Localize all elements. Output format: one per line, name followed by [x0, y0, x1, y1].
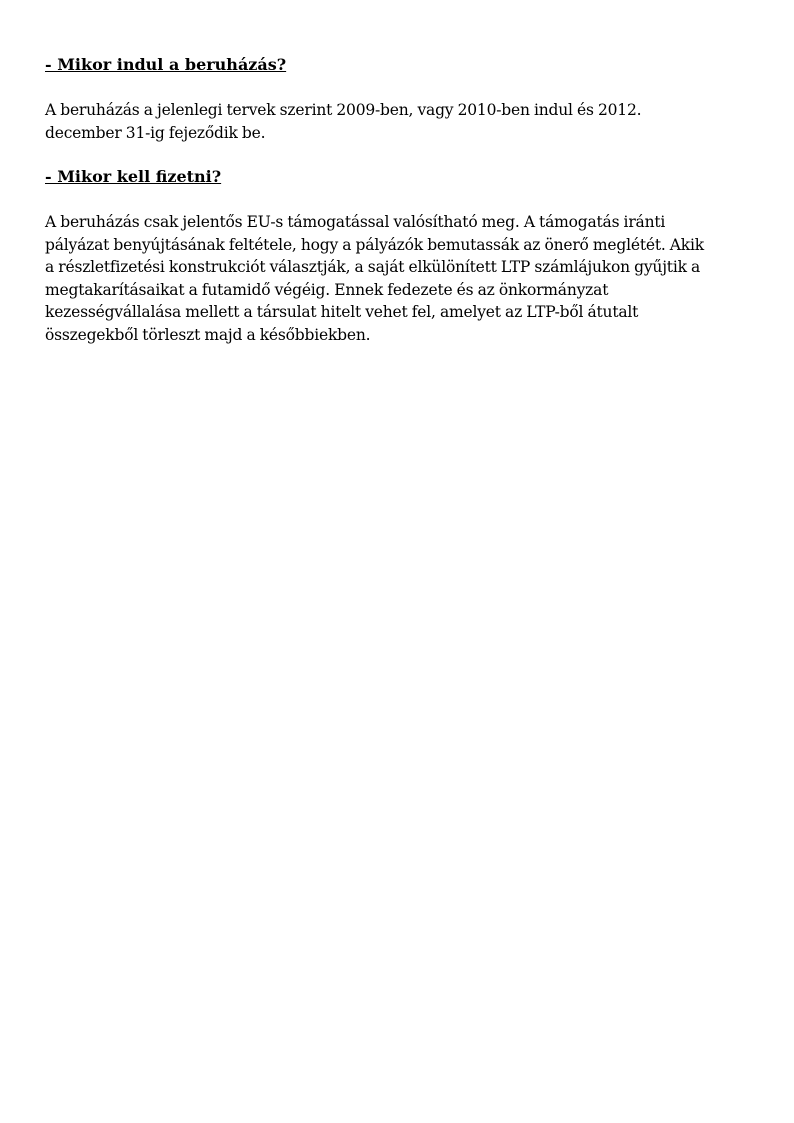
paragraph-line: december 31-ig fejeződik be.: [45, 123, 266, 142]
question-heading-start: - Mikor indul a beruházás?: [45, 55, 287, 74]
paragraph-line: a részletfizetési konstrukciót választják, a saját elkülönített LTP számlájukon gyűjtik a: [45, 258, 701, 276]
question-heading-payment: - Mikor kell fizetni?: [45, 167, 222, 186]
answer-paragraph-start: [45, 99, 735, 144]
paragraph-line: A beruházás a jelenlegi tervek szerint 2009-ben, vagy 2010-ben indul és 2012.: [45, 101, 642, 119]
paragraph-line: összegekből törleszt majd a későbbiekben.: [45, 325, 371, 344]
answer-paragraph-payment: [45, 211, 735, 346]
paragraph-line: pályázat benyújtásának feltétele, hogy a pályázók bemutassák az önerő meglétét. Akik: [45, 235, 704, 254]
paragraph-line: A beruházás csak jelentős EU-s támogatással valósítható meg. A támogatás iránti: [45, 213, 666, 231]
paragraph-line: kezességvállalása mellett a társulat hitelt vehet fel, amelyet az LTP-ből átutalt: [45, 303, 639, 321]
document-page: [45, 54, 735, 346]
paragraph-line: megtakarításaikat a futamidő végéig. Ennek fedezete és az önkormányzat: [45, 280, 609, 299]
